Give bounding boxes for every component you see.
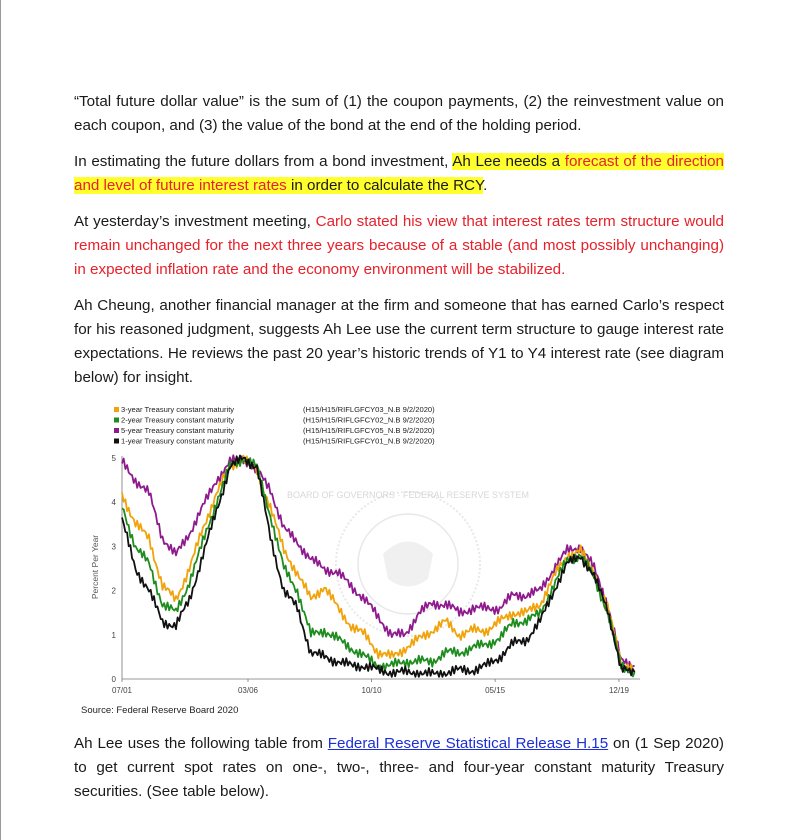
p2-text-d: in order to calculate the RCY <box>286 177 484 194</box>
chart-svg <box>78 404 658 724</box>
series-line-series_5yr <box>122 455 635 669</box>
y-tick-label: 1 <box>111 630 116 640</box>
legend-series-name: 5-year Treasury constant maturity <box>121 426 235 435</box>
y-tick-label: 3 <box>111 542 116 552</box>
page-edge <box>0 0 1 840</box>
x-tick-labels <box>112 679 630 695</box>
legend-series-code: (H15/H15/RIFLGFCY03_N.B 9/2/2020) <box>303 405 435 414</box>
y-tick-label: 4 <box>111 498 116 508</box>
chart-legend <box>114 405 435 446</box>
legend-swatch <box>114 418 119 423</box>
paragraph-total-future-value: “Total future dollar value” is the sum of (1) the coupon payments, (2) the reinvestment value on each coupon, and (3) the value of the bond at the end of the holding period. <box>74 93 724 134</box>
x-tick-label: 03/06 <box>237 686 259 695</box>
y-tick-label: 0 <box>111 675 116 684</box>
paragraph-ah-cheung: Ah Cheung, another financial manager at the firm and someone that has earned Carlo’s respect for his reasoned judgment, suggests Ah Lee use the current term structure to gauge interest rate expectations. He reviews the past 20 year’s historic trends of Y1 to Y4 interest rate (see diagram below) for insight. <box>74 297 724 386</box>
x-tick-label: 05/15 <box>485 686 506 695</box>
legend-series-code: (H15/H15/RIFLGFCY05_N.B 9/2/2020) <box>303 426 435 435</box>
x-tick-label: 07/01 <box>111 686 133 695</box>
legend-swatch <box>114 428 119 433</box>
federal-reserve-h15-link[interactable]: Federal Reserve Statistical Release H.15 <box>327 735 609 752</box>
legend-series-name: 2-year Treasury constant maturity <box>121 415 235 425</box>
y-tick-label: 2 <box>111 586 116 596</box>
x-tick-label: 12/19 <box>608 686 629 695</box>
legend-series-name: 1-year Treasury constant maturity <box>121 436 235 446</box>
p3-red-carlo-view: Carlo stated his view that interest rates term structure would remain unchanged for the next three years because of a stable (and most possibly unchanging) in expected inflation rate and the economy environment will be stabilized. <box>74 213 724 278</box>
paragraph-estimating-future-dollars <box>74 150 724 198</box>
x-tick-label: 10/10 <box>361 686 382 695</box>
p5-text-a: Ah Lee uses the following table from <box>74 735 328 752</box>
paragraph-ah-lee-table <box>74 732 724 804</box>
legend-series-code: (H15/H15/RIFLGFCY01_N.B 9/2/2020) <box>303 436 435 446</box>
p2-text-a: In estimating the future dollars from a bond investment, <box>74 153 453 170</box>
legend-series-code: (H15/H15/RIFLGFCY02_N.B 9/2/2020) <box>303 415 435 425</box>
p2-text-e: . <box>483 177 488 194</box>
p5-text-b: on (1 Sep 2020) to get current spot rates on one-, two-, three- and four-year constant maturity Treasury securities. (See table below). <box>74 735 724 800</box>
chart-source-note: Source: Federal Reserve Board 2020 <box>81 705 239 716</box>
document-body <box>74 90 724 402</box>
series-lines <box>122 455 635 677</box>
y-tick-labels <box>112 454 117 684</box>
treasury-rate-chart <box>78 404 658 724</box>
y-axis-label: Percent Per Year <box>90 534 100 600</box>
paragraph-investment-meeting <box>74 210 724 282</box>
legend-swatch <box>114 407 119 412</box>
p2-text-b: Ah Lee needs a <box>452 153 565 170</box>
y-tick-label: 5 <box>111 454 116 463</box>
legend-series-name: 3-year Treasury constant maturity <box>121 405 235 414</box>
p3-text-a: At yesterday’s investment meeting, <box>74 213 316 230</box>
p2-red-forecast: forecast of the direction and level of future interest rates <box>74 153 724 194</box>
seal-watermark-text: BOARD OF GOVERNORS · FEDERAL RESERVE SYSTEM <box>286 490 530 500</box>
legend-swatch <box>114 439 119 444</box>
